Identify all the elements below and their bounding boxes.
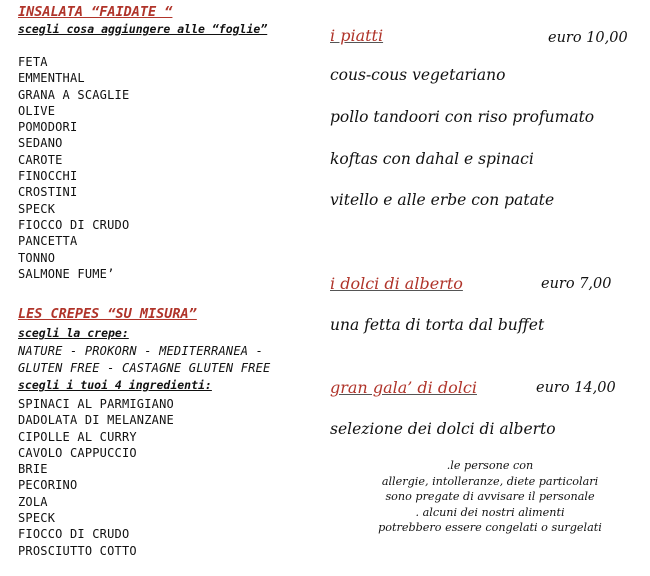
list-item: DADOLATA DI MELANZANE xyxy=(18,413,174,428)
list-item: SPINACI AL PARMIGIANO xyxy=(18,397,174,411)
list-item: PECORINO xyxy=(18,478,78,493)
list-item: PROSCIUTTO COTTO xyxy=(18,543,137,558)
gala-price: euro 14,00 xyxy=(536,380,616,396)
note-line: potrebbero essere congelati o surgelati xyxy=(378,521,602,535)
gala-title: gran gala’ di dolci xyxy=(330,378,477,397)
piatti-dish-4: vitello e alle erbe con patate xyxy=(330,191,555,209)
list-item: EMMENTHAL xyxy=(18,71,85,86)
note-line: . alcuni dei nostri alimenti xyxy=(415,505,565,519)
list-item: OLIVE xyxy=(18,103,56,118)
list-item: GRANA A SCAGLIE xyxy=(18,87,130,102)
crepes-choose-crepe: scegli la crepe: xyxy=(18,326,129,340)
list-item: FINOCCHI xyxy=(18,169,78,184)
insalata-title: INSALATA “FAIDATE “ xyxy=(18,4,173,20)
note-line: sono pregate di avvisare il personale xyxy=(385,490,595,504)
list-item: CROSTINI xyxy=(18,185,78,200)
list-item: FETA xyxy=(18,55,48,69)
crepe-options-line2: GLUTEN FREE - CASTAGNE GLUTEN FREE xyxy=(18,361,271,375)
list-item: SALMONE FUME’ xyxy=(18,266,115,281)
list-item: CIPOLLE AL CURRY xyxy=(18,429,137,444)
piatti-dish-2: pollo tandoori con riso profumato xyxy=(330,108,595,126)
piatti-dish-3: koftas con dahal e spinaci xyxy=(330,150,534,168)
crepe-options-line1: NATURE - PROKORN - MEDITERRANEA - xyxy=(18,344,264,358)
list-item: SPECK xyxy=(18,511,56,526)
crepes-title: LES CREPES “SU MISURA” xyxy=(18,306,197,322)
list-item: PANCETTA xyxy=(18,234,78,249)
list-item: FIOCCO DI CRUDO xyxy=(18,527,130,542)
insalata-subtitle: scegli cosa aggiungere alle “foglie” xyxy=(18,22,268,36)
piatti-title: i piatti xyxy=(330,26,384,45)
dolci-price: euro 7,00 xyxy=(541,276,612,292)
list-item: SEDANO xyxy=(18,136,63,151)
crepes-choose-ingredients: scegli i tuoi 4 ingredienti: xyxy=(18,378,212,392)
insalata-list xyxy=(18,54,129,282)
piatti-price: euro 10,00 xyxy=(548,30,628,46)
piatti-dish-1: cous-cous vegetariano xyxy=(330,66,506,84)
note-line: allergie, intolleranze, diete particolari xyxy=(381,474,599,488)
list-item: TONNO xyxy=(18,250,56,265)
list-item: FIOCCO DI CRUDO xyxy=(18,217,130,232)
list-item: CAVOLO CAPPUCCIO xyxy=(18,445,137,460)
list-item: BRIE xyxy=(18,462,48,477)
note-line: .le persone con xyxy=(446,459,534,472)
allergy-note xyxy=(355,458,625,536)
list-item: SPECK xyxy=(18,201,56,216)
gala-dish: selezione dei dolci di alberto xyxy=(330,420,556,438)
list-item: ZOLA xyxy=(18,494,48,509)
dolci-dish: una fetta di torta dal buffet xyxy=(330,316,545,334)
list-item: POMODORI xyxy=(18,120,78,135)
crepes-ingredient-list xyxy=(18,396,174,559)
list-item: CAROTE xyxy=(18,152,63,167)
dolci-title: i dolci di alberto xyxy=(330,274,463,293)
